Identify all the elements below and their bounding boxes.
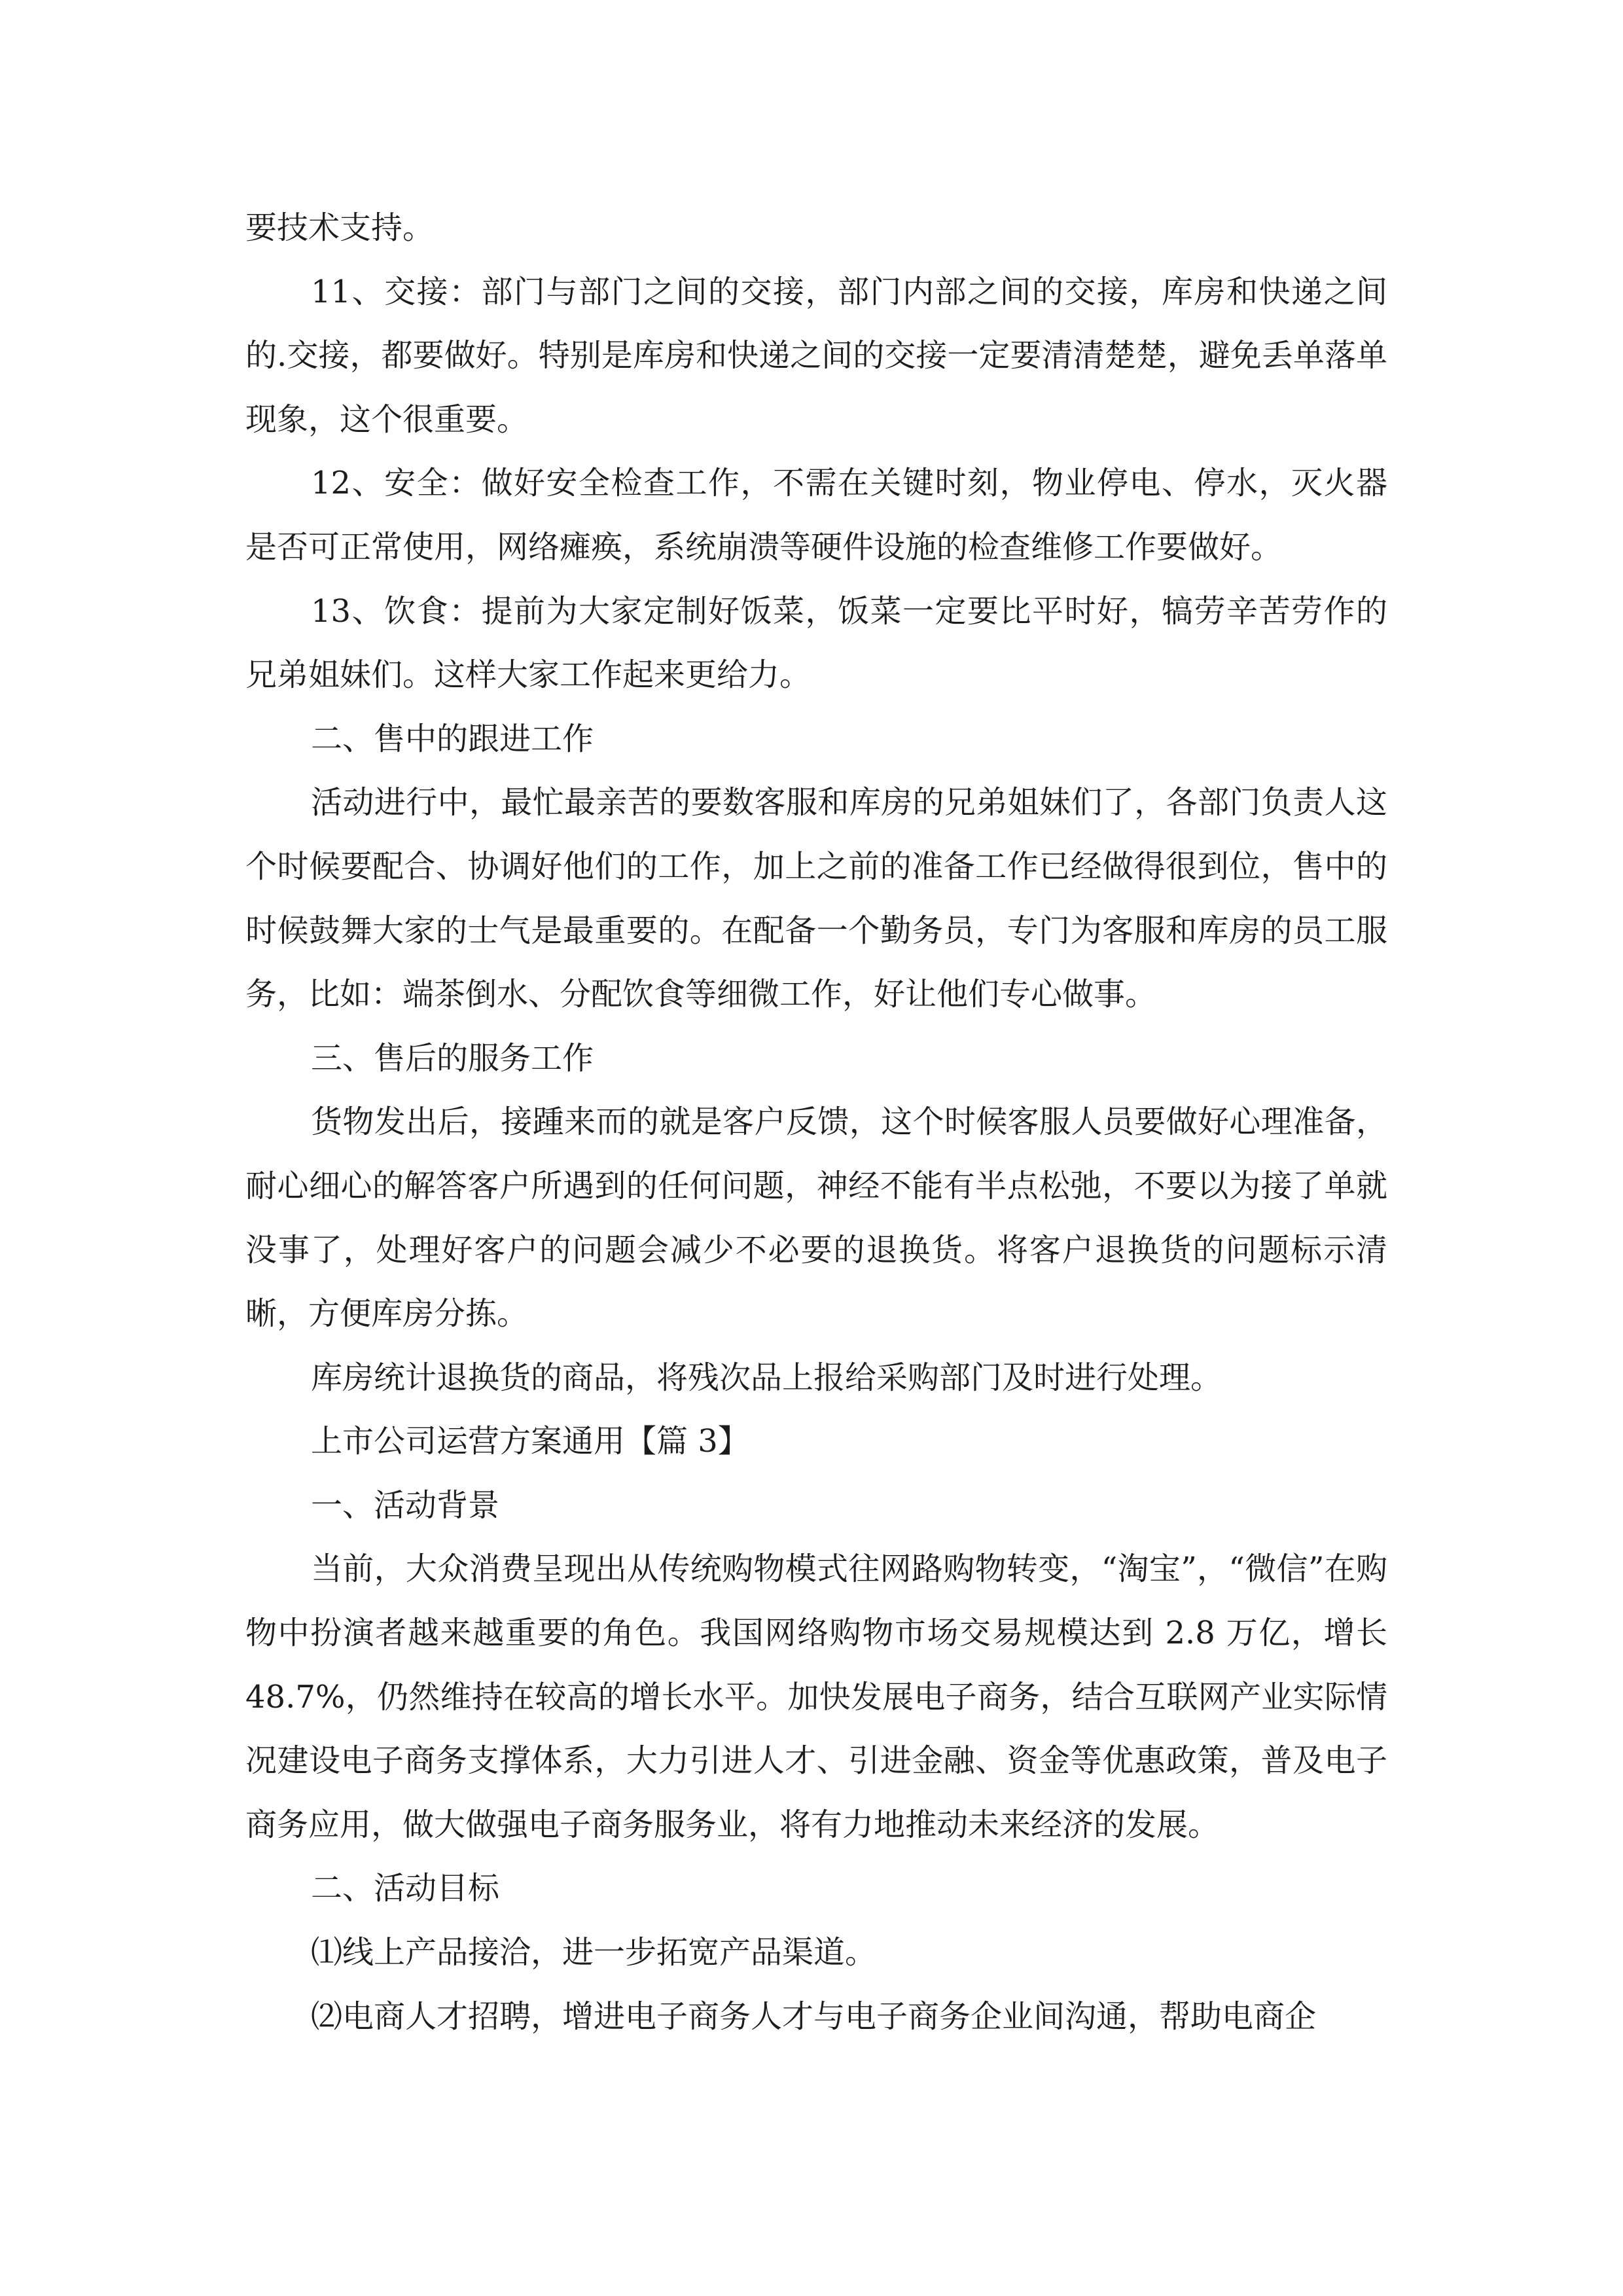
paragraph-after-sale-details: 货物发出后，接踵来而的就是客户反馈，这个时候客服人员要做好心理准备，耐心细心的解答客户所遇到的任何问题，神经不能有半点松弛，不要以为接了单就没事了，处理好客户的问题会减少不必要的退换货。将客户退换货的问题标示清晰，方便库房分拣。	[245, 1103, 1387, 1333]
paragraph-warehouse-returns: 库房统计退换货的商品，将残次品上报给采购部门及时进行处理。	[311, 1359, 1222, 1396]
paragraph-goal-1: ⑴线上产品接洽，进一步拓宽产品渠道。	[311, 1934, 877, 1971]
paragraph-item-11-handover: 11、交接：部门与部门之间的交接，部门内部之间的交接，库房和快递之间的.交接，都要做好。特别是库房和快递之间的交接一定要清清楚楚，避免丢单落单现象，这个很重要。	[245, 273, 1387, 438]
heading-activity-goals: 二、活动目标	[311, 1870, 500, 1907]
section-title-part-3: 上市公司运营方案通用【篇 3】	[311, 1423, 749, 1460]
paragraph-tech-support-tail: 要技术支持。	[245, 209, 435, 246]
paragraph-background-details: 当前，大众消费呈现出从传统购物模式往网路购物转变，“淘宝”，“微信”在购物中扮演者越来越重要的角色。我国网络购物市场交易规模达到 2.8 万亿，增长 48.7%，仍然维持在较高的增长水平。加快发展电子商务，结合互联网产业实际情况建设电子商务支撑体系，大力引进人才、引进金融、资金等优惠政策，普及电子商务应用，做大做强电子商务服务业，将有力地推动未来经济的发展。	[245, 1551, 1387, 1843]
paragraph-item-13-meals: 13、饮食：提前为大家定制好饭菜，饭菜一定要比平时好，犒劳辛苦劳作的兄弟姐妹们。这样大家工作起来更给力。	[245, 592, 1387, 694]
document-body	[245, 196, 1387, 2049]
paragraph-in-sale-details: 活动进行中，最忙最亲苦的要数客服和库房的兄弟姐妹们了，各部门负责人这个时候要配合、协调好他们的工作，加上之前的准备工作已经做得很到位，售中的时候鼓舞大家的士气是最重要的。在配备一个勤务员，专门为客服和库房的员工服务，比如：端茶倒水、分配饮食等细微工作，好让他们专心做事。	[245, 784, 1387, 1013]
heading-after-sale-service: 三、售后的服务工作	[311, 1039, 594, 1077]
heading-activity-background: 一、活动背景	[311, 1486, 500, 1524]
paragraph-goal-2: ⑵电商人才招聘，增进电子商务人才与电子商务企业间沟通，帮助电商企	[311, 1998, 1317, 2035]
paragraph-item-12-safety: 12、安全：做好安全检查工作，不需在关键时刻，物业停电、停水，灭火器是否可正常使用，网络瘫痪，系统崩溃等硬件设施的检查维修工作要做好。	[245, 465, 1387, 565]
heading-in-sale-followup: 二、售中的跟进工作	[311, 720, 594, 757]
